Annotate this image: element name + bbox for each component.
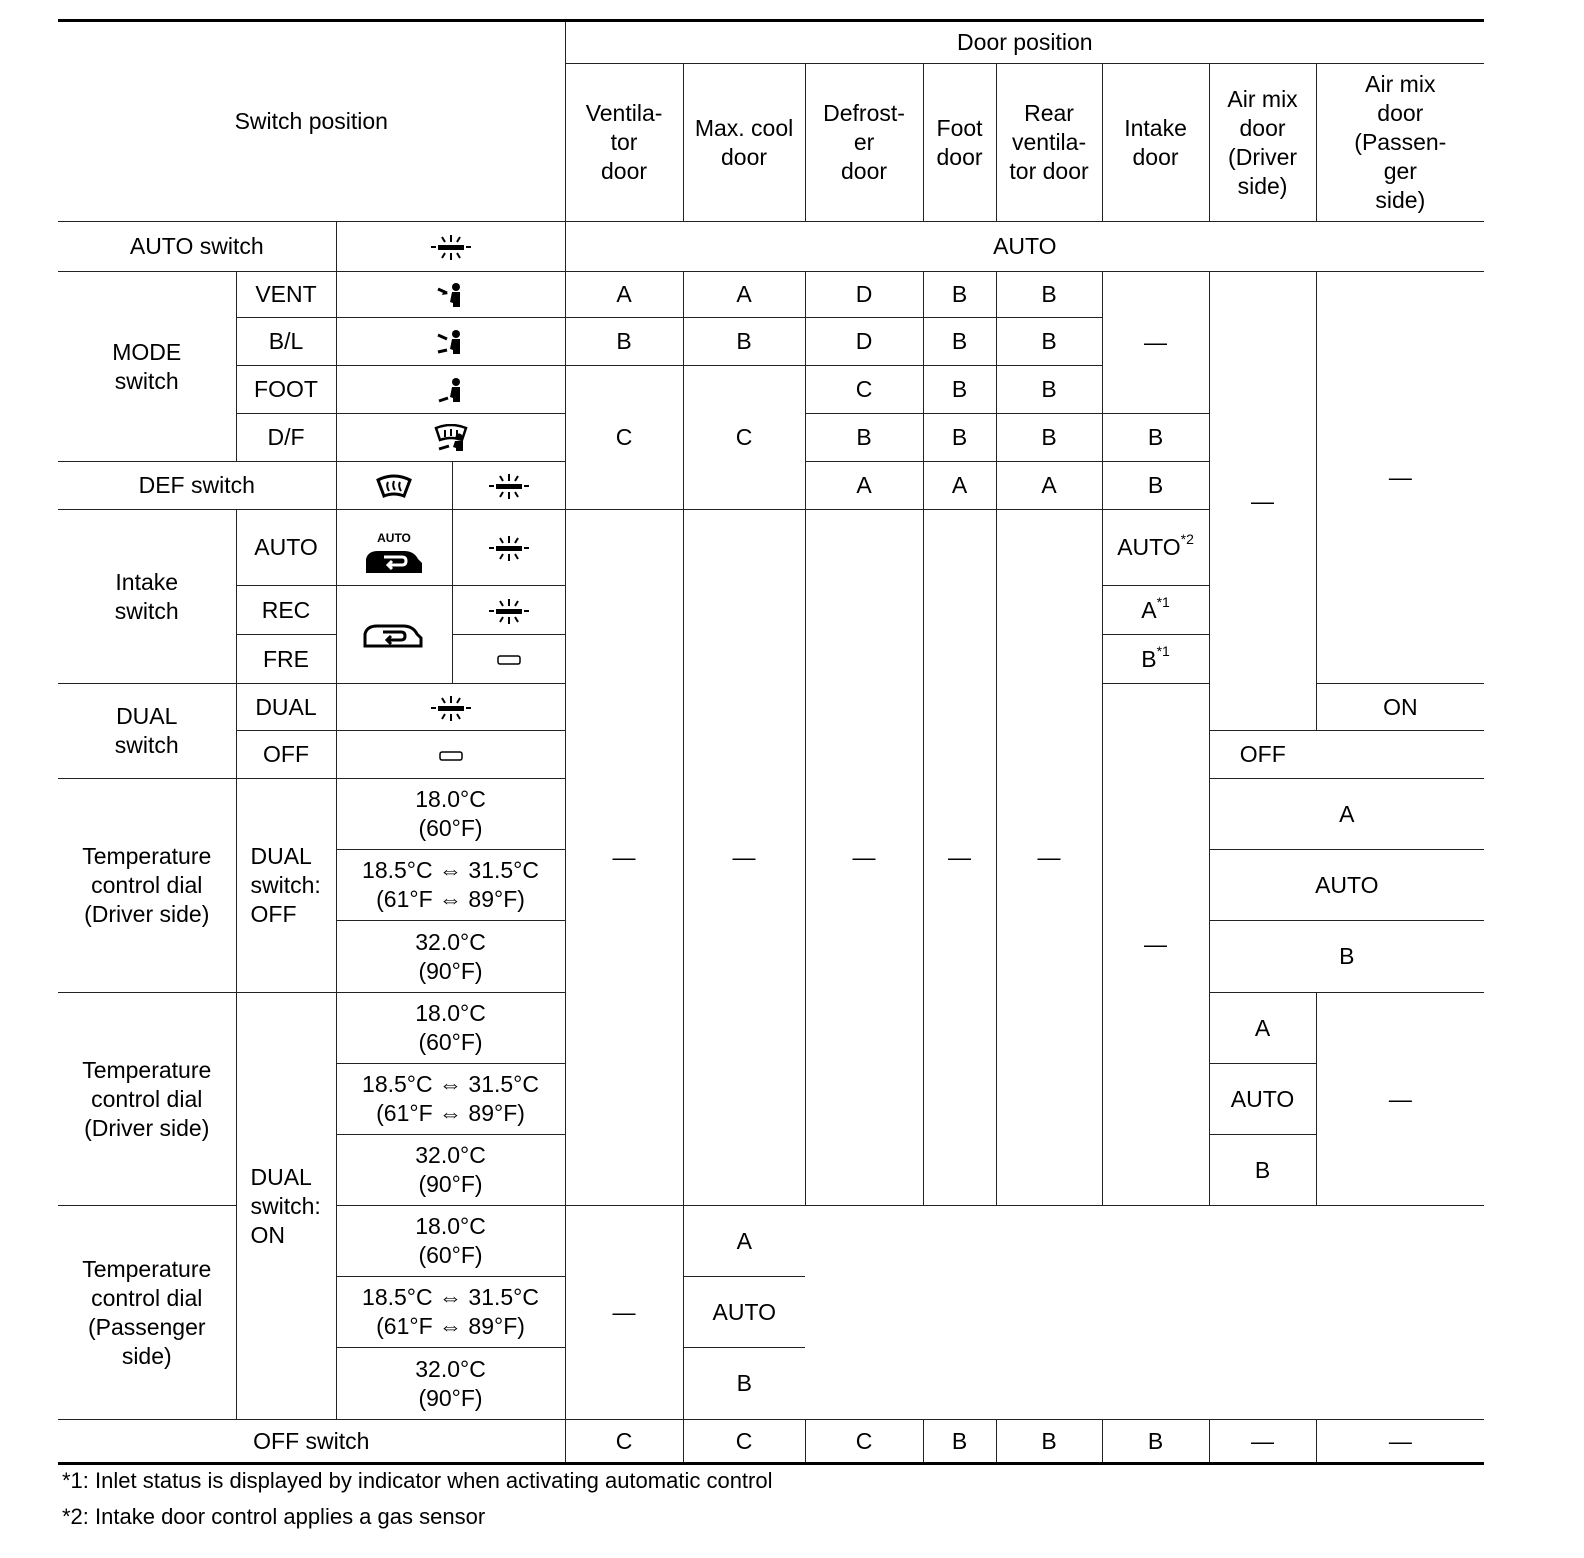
intake-rec-result bbox=[1102, 586, 1209, 635]
lower-ventilator-dash: — bbox=[565, 510, 683, 1206]
off-intake-cell: B bbox=[1102, 1420, 1209, 1464]
door-position-table bbox=[58, 19, 1484, 1465]
footnote-ref: *1 bbox=[1156, 593, 1170, 610]
bl-ventilator-cell: B bbox=[565, 318, 683, 366]
temp-low-1: 18.0°C (60°F) bbox=[336, 779, 565, 850]
auto-indicator-cell bbox=[336, 222, 565, 272]
def-foot-cell: A bbox=[923, 462, 996, 510]
air-mix-passenger-header: Air mix door (Passen- ger side) bbox=[1316, 64, 1484, 222]
indicator-lit-icon bbox=[489, 597, 529, 625]
dual-on-label: DUAL bbox=[236, 684, 336, 731]
indicator-off-icon bbox=[438, 749, 464, 763]
fresh-air-icon bbox=[364, 545, 424, 575]
footnote-1: *1: Inlet status is displayed by indicator when activating automatic control bbox=[62, 1468, 773, 1493]
foot-defroster-cell: C bbox=[805, 366, 923, 414]
dual-switch-label: DUAL switch bbox=[58, 684, 236, 779]
vent-maxcool-cell: A bbox=[683, 272, 805, 318]
intake-auto-indicator-cell bbox=[452, 510, 565, 586]
df-maxcool-cell: C bbox=[683, 366, 805, 510]
dual-on-indicator-cell bbox=[336, 684, 565, 731]
mode-vent-label: VENT bbox=[236, 272, 336, 318]
mode-bl-label: B/L bbox=[236, 318, 336, 366]
intake-auto-icon-cell bbox=[336, 510, 452, 586]
dual-off-result: OFF bbox=[1209, 731, 1316, 779]
air-mix-driver-dash: — bbox=[1209, 272, 1316, 731]
max-cool-door-header: Max. cool door bbox=[683, 64, 805, 222]
temp-range-1: 18.5°C ⇔ 31.5°C (61°F ⇔ 89°F) bbox=[336, 850, 565, 921]
temp-low-3: 18.0°C (60°F) bbox=[336, 1206, 565, 1277]
dual-off-label: OFF bbox=[236, 731, 336, 779]
off-defroster-cell: C bbox=[805, 1420, 923, 1464]
temp-result-auto-1: AUTO bbox=[1209, 850, 1484, 921]
intake-rec-label: REC bbox=[236, 586, 336, 635]
intake-door-header: Intake door bbox=[1102, 64, 1209, 222]
defrost-foot-mode-icon bbox=[434, 424, 468, 452]
bl-foot-cell: B bbox=[923, 318, 996, 366]
intake-fre-indicator-cell bbox=[452, 635, 565, 684]
temp-result-b-1: B bbox=[1209, 921, 1484, 993]
vent-defroster-cell: D bbox=[805, 272, 923, 318]
dual-off-condition: DUAL switch: OFF bbox=[236, 779, 336, 993]
bl-rear-cell: B bbox=[996, 318, 1102, 366]
dual-on-result: ON bbox=[1316, 684, 1484, 731]
temp-high-1: 32.0°C (90°F) bbox=[336, 921, 565, 993]
df-rear-cell: B bbox=[996, 414, 1102, 462]
driver-result-auto: AUTO bbox=[1209, 1064, 1316, 1135]
def-icon-cell bbox=[336, 462, 452, 510]
foot-mode-icon bbox=[436, 376, 466, 404]
auto-switch-label: AUTO switch bbox=[58, 222, 336, 272]
def-defroster-cell: A bbox=[805, 462, 923, 510]
temp-range-3: 18.5°C ⇔ 31.5°C (61°F ⇔ 89°F) bbox=[336, 1277, 565, 1348]
lower-rear-dash: — bbox=[996, 510, 1102, 1206]
vent-mode-icon bbox=[436, 281, 466, 309]
footnote-ref: *1 bbox=[1156, 642, 1170, 659]
foot-door-header: Foot door bbox=[923, 64, 996, 222]
temp-high-3: 32.0°C (90°F) bbox=[336, 1348, 565, 1420]
passenger-result-b: B bbox=[683, 1348, 805, 1420]
temp-driver-label-2: Temperature control dial (Driver side) bbox=[58, 993, 236, 1206]
passenger-dash-upper: — bbox=[1316, 993, 1484, 1206]
off-airmix-driver-cell: — bbox=[1209, 1420, 1316, 1464]
mode-vent-icon-cell bbox=[336, 272, 565, 318]
lower-defroster-dash: — bbox=[805, 510, 923, 1206]
mode-df-label: D/F bbox=[236, 414, 336, 462]
footnote-ref: *2 bbox=[1180, 531, 1194, 547]
temp-passenger-label: Temperature control dial (Passenger side) bbox=[58, 1206, 236, 1420]
switch-position-header: Switch position bbox=[58, 21, 565, 222]
driver-dash-lower: — bbox=[565, 1206, 683, 1420]
lower-maxcool-dash: — bbox=[683, 510, 805, 1206]
door-position-header: Door position bbox=[565, 21, 1484, 64]
passenger-result-a: A bbox=[683, 1206, 805, 1277]
defroster-door-header: Defrost- er door bbox=[805, 64, 923, 222]
indicator-lit-icon bbox=[431, 233, 471, 261]
temp-range-2: 18.5°C ⇔ 31.5°C (61°F ⇔ 89°F) bbox=[336, 1064, 565, 1135]
intake-fre-value: B bbox=[1141, 645, 1157, 672]
auto-intake-icon bbox=[364, 531, 424, 575]
ventilator-door-header: Ventila- tor door bbox=[565, 64, 683, 222]
intake-fre-result bbox=[1102, 635, 1209, 684]
vent-ventilator-cell: A bbox=[565, 272, 683, 318]
df-defroster-cell: B bbox=[805, 414, 923, 462]
driver-result-b: B bbox=[1209, 1135, 1316, 1206]
lower-intake-dash: — bbox=[1102, 684, 1209, 1206]
off-foot-cell: B bbox=[923, 1420, 996, 1464]
def-intake-cell: B bbox=[1102, 462, 1209, 510]
intake-auto-value: AUTO bbox=[1117, 534, 1181, 560]
mode-bl-icon-cell bbox=[336, 318, 565, 366]
foot-rear-cell: B bbox=[996, 366, 1102, 414]
temp-result-a-1: A bbox=[1209, 779, 1484, 850]
df-ventilator-cell: C bbox=[565, 366, 683, 510]
recirculation-icon bbox=[363, 620, 425, 650]
off-switch-label: OFF switch bbox=[58, 1420, 565, 1464]
passenger-result-auto: AUTO bbox=[683, 1277, 805, 1348]
off-ventilator-cell: C bbox=[565, 1420, 683, 1464]
indicator-off-icon bbox=[496, 653, 522, 667]
bilevel-mode-icon bbox=[436, 328, 466, 356]
footnote-2: *2: Intake door control applies a gas sensor bbox=[62, 1504, 486, 1529]
df-intake-cell: B bbox=[1102, 414, 1209, 462]
intake-rec-icon-cell bbox=[336, 586, 452, 684]
temp-driver-label-1: Temperature control dial (Driver side) bbox=[58, 779, 236, 993]
temp-low-2: 18.0°C (60°F) bbox=[336, 993, 565, 1064]
indicator-lit-icon bbox=[431, 694, 471, 722]
air-mix-passenger-dash: — bbox=[1316, 272, 1484, 684]
df-foot-cell: B bbox=[923, 414, 996, 462]
off-airmix-passenger-cell: — bbox=[1316, 1420, 1484, 1464]
vent-foot-cell: B bbox=[923, 272, 996, 318]
bl-maxcool-cell: B bbox=[683, 318, 805, 366]
bl-defroster-cell: D bbox=[805, 318, 923, 366]
def-rear-cell: A bbox=[996, 462, 1102, 510]
def-indicator-cell bbox=[452, 462, 565, 510]
rear-ventilator-door-header: Rear ventila- tor door bbox=[996, 64, 1102, 222]
def-switch-label: DEF switch bbox=[58, 462, 336, 510]
vent-rear-cell: B bbox=[996, 272, 1102, 318]
off-rear-cell: B bbox=[996, 1420, 1102, 1464]
intake-rec-indicator-cell bbox=[452, 586, 565, 635]
defroster-icon bbox=[376, 474, 412, 500]
indicator-lit-icon bbox=[489, 534, 529, 562]
intake-rec-value: A bbox=[1141, 596, 1157, 623]
foot-foot-cell: B bbox=[923, 366, 996, 414]
intake-switch-label: Intake switch bbox=[58, 510, 236, 684]
intake-fre-label: FRE bbox=[236, 635, 336, 684]
off-maxcool-cell: C bbox=[683, 1420, 805, 1464]
mode-intake-dash: — bbox=[1102, 272, 1209, 414]
auto-switch-result: AUTO bbox=[565, 222, 1484, 272]
auto-icon-text: AUTO bbox=[377, 531, 411, 545]
mode-foot-icon-cell bbox=[336, 366, 565, 414]
indicator-lit-icon bbox=[489, 472, 529, 500]
mode-df-icon-cell bbox=[336, 414, 565, 462]
temp-high-2: 32.0°C (90°F) bbox=[336, 1135, 565, 1206]
intake-auto-label: AUTO bbox=[236, 510, 336, 586]
mode-foot-label: FOOT bbox=[236, 366, 336, 414]
driver-result-a: A bbox=[1209, 993, 1316, 1064]
intake-auto-result bbox=[1102, 510, 1209, 586]
mode-switch-label: MODE switch bbox=[58, 272, 236, 462]
dual-on-condition: DUAL switch: ON bbox=[236, 993, 336, 1420]
dual-off-indicator-cell bbox=[336, 731, 565, 779]
air-mix-driver-header: Air mix door (Driver side) bbox=[1209, 64, 1316, 222]
lower-foot-dash: — bbox=[923, 510, 996, 1206]
